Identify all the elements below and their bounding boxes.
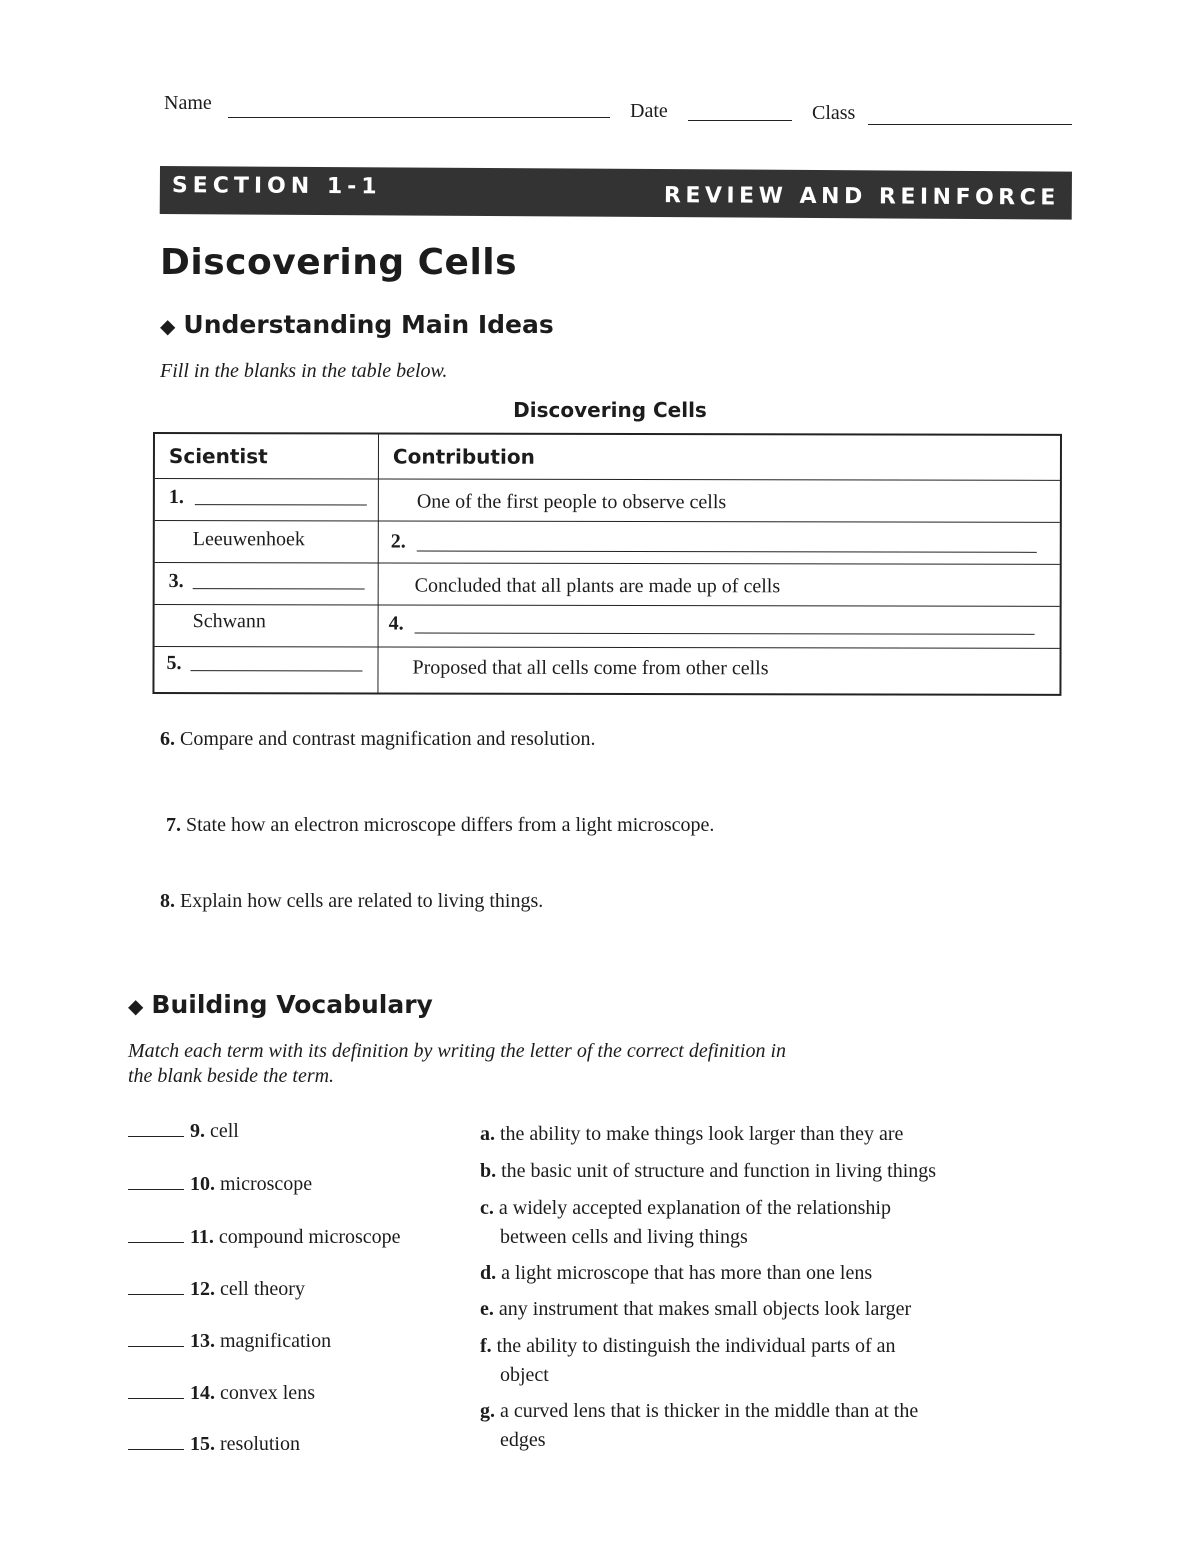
term-text: magnification — [220, 1330, 332, 1352]
term-text: resolution — [220, 1433, 300, 1455]
scientist-answer-blank[interactable] — [190, 670, 362, 671]
scientist-name: Leeuwenhoek — [192, 528, 305, 551]
term-text: cell — [210, 1120, 239, 1142]
scientist-number: 3. — [168, 570, 184, 593]
question-number: 8. — [160, 890, 175, 912]
discovering-cells-table — [152, 432, 1062, 696]
table-instruction: Fill in the blanks in the table below. — [160, 360, 448, 382]
class-label: Class — [812, 102, 856, 124]
contribution-number: 2. — [390, 530, 406, 553]
table-title: Discovering Cells — [513, 398, 707, 422]
contribution-answer-blank[interactable] — [415, 633, 1035, 635]
definition-text: a curved lens that is thicker in the middle than at the — [500, 1400, 919, 1422]
definition-letter: a. — [480, 1123, 495, 1145]
question-8 — [160, 890, 543, 913]
scientist-answer-blank[interactable] — [193, 588, 365, 589]
scientist-answer-blank[interactable] — [195, 504, 367, 505]
definition-text: the ability to make things look larger than they are — [500, 1123, 904, 1145]
answer-blank[interactable] — [128, 1242, 184, 1243]
answer-blank[interactable] — [128, 1398, 184, 1399]
column-header-scientist: Scientist — [168, 444, 268, 469]
vocabulary-heading — [128, 990, 433, 1019]
term-number: 13. — [190, 1330, 215, 1352]
scientist-number: 5. — [166, 652, 182, 675]
section-banner — [160, 166, 1072, 220]
definition-letter: e. — [480, 1298, 494, 1320]
row-divider — [155, 562, 1060, 565]
definition-text: a light microscope that has more than one lens — [501, 1262, 873, 1284]
definition-a — [480, 1120, 1040, 1149]
term-number: 9. — [190, 1120, 205, 1142]
vocab-term-14 — [128, 1382, 315, 1405]
vocab-term-12 — [128, 1278, 305, 1301]
section-type: REVIEW AND REINFORCE — [663, 183, 1060, 211]
definition-text: the ability to distinguish the individual parts of an — [496, 1335, 896, 1357]
main-ideas-heading — [160, 310, 554, 339]
contribution-number: 4. — [388, 612, 404, 635]
row-divider — [155, 478, 1060, 481]
term-text: compound microscope — [218, 1226, 401, 1248]
definition-c — [480, 1194, 1040, 1252]
vocabulary-instruction-line: Match each term with its definition by writing the letter of the correct definition in — [128, 1040, 787, 1062]
contribution-text: Proposed that all cells come from other cells — [412, 656, 769, 680]
definition-text-continued: edges — [500, 1429, 546, 1451]
question-6 — [160, 728, 595, 751]
vocab-term-13 — [128, 1330, 331, 1353]
diamond-bullet-icon: ◆ — [160, 314, 176, 338]
contribution-text: Concluded that all plants are made up of cells — [414, 574, 781, 598]
definition-text: a widely accepted explanation of the relationship — [498, 1197, 891, 1219]
contribution-answer-blank[interactable] — [417, 551, 1037, 553]
vocab-term-11 — [128, 1226, 401, 1249]
definition-letter: f. — [480, 1335, 492, 1357]
definition-d — [480, 1259, 1040, 1288]
term-number: 10. — [190, 1173, 215, 1195]
term-number: 11. — [190, 1226, 214, 1248]
definition-text-continued: between cells and living things — [500, 1226, 748, 1248]
definition-text-continued: object — [500, 1364, 549, 1386]
date-field-line[interactable] — [688, 120, 792, 121]
column-header-contribution: Contribution — [392, 444, 535, 469]
answer-blank[interactable] — [128, 1189, 184, 1190]
term-text: cell theory — [220, 1278, 305, 1300]
name-label: Name — [164, 92, 212, 114]
question-text: State how an electron microscope differs from a light microscope. — [186, 814, 715, 836]
question-number: 6. — [160, 728, 175, 750]
definition-letter: b. — [480, 1160, 497, 1182]
term-number: 15. — [190, 1433, 215, 1455]
section-number: SECTION 1-1 — [171, 173, 382, 200]
definition-f — [480, 1332, 1040, 1390]
contribution-text: One of the first people to observe cells — [416, 490, 727, 514]
vocab-term-10 — [128, 1173, 312, 1196]
question-number: 7. — [166, 814, 181, 836]
date-label: Date — [630, 100, 668, 122]
vocab-term-9 — [128, 1120, 239, 1143]
vocab-term-15 — [128, 1433, 300, 1456]
term-number: 14. — [190, 1382, 215, 1404]
main-ideas-heading-text: Understanding Main Ideas — [183, 310, 554, 339]
definition-letter: g. — [480, 1400, 495, 1422]
definition-e — [480, 1295, 1040, 1324]
class-field-line[interactable] — [868, 124, 1072, 125]
question-text: Compare and contrast magnification and resolution. — [180, 728, 596, 750]
term-number: 12. — [190, 1278, 215, 1300]
diamond-bullet-icon: ◆ — [128, 994, 144, 1018]
question-7 — [166, 814, 714, 837]
definition-text: any instrument that makes small objects look larger — [498, 1298, 912, 1320]
scientist-name: Schwann — [192, 610, 266, 633]
row-divider — [155, 520, 1060, 523]
page-title: Discovering Cells — [160, 242, 518, 283]
definition-b — [480, 1157, 1040, 1186]
row-divider — [155, 604, 1060, 607]
question-text: Explain how cells are related to living things. — [180, 890, 544, 912]
vocabulary-instruction — [128, 1040, 1128, 1088]
answer-blank[interactable] — [128, 1449, 184, 1450]
vocabulary-instruction-line: the blank beside the term. — [128, 1065, 335, 1087]
answer-blank[interactable] — [128, 1294, 184, 1295]
term-text: convex lens — [220, 1382, 315, 1404]
definition-letter: c. — [480, 1197, 494, 1219]
answer-blank[interactable] — [128, 1136, 184, 1137]
definition-g — [480, 1397, 1040, 1455]
name-field-line[interactable] — [228, 117, 610, 118]
definition-letter: d. — [480, 1262, 497, 1284]
row-divider — [155, 646, 1060, 649]
scientist-number: 1. — [168, 486, 184, 509]
term-text: microscope — [220, 1173, 313, 1195]
answer-blank[interactable] — [128, 1346, 184, 1347]
vocabulary-heading-text: Building Vocabulary — [151, 990, 433, 1019]
definition-text: the basic unit of structure and function in living things — [501, 1160, 937, 1182]
